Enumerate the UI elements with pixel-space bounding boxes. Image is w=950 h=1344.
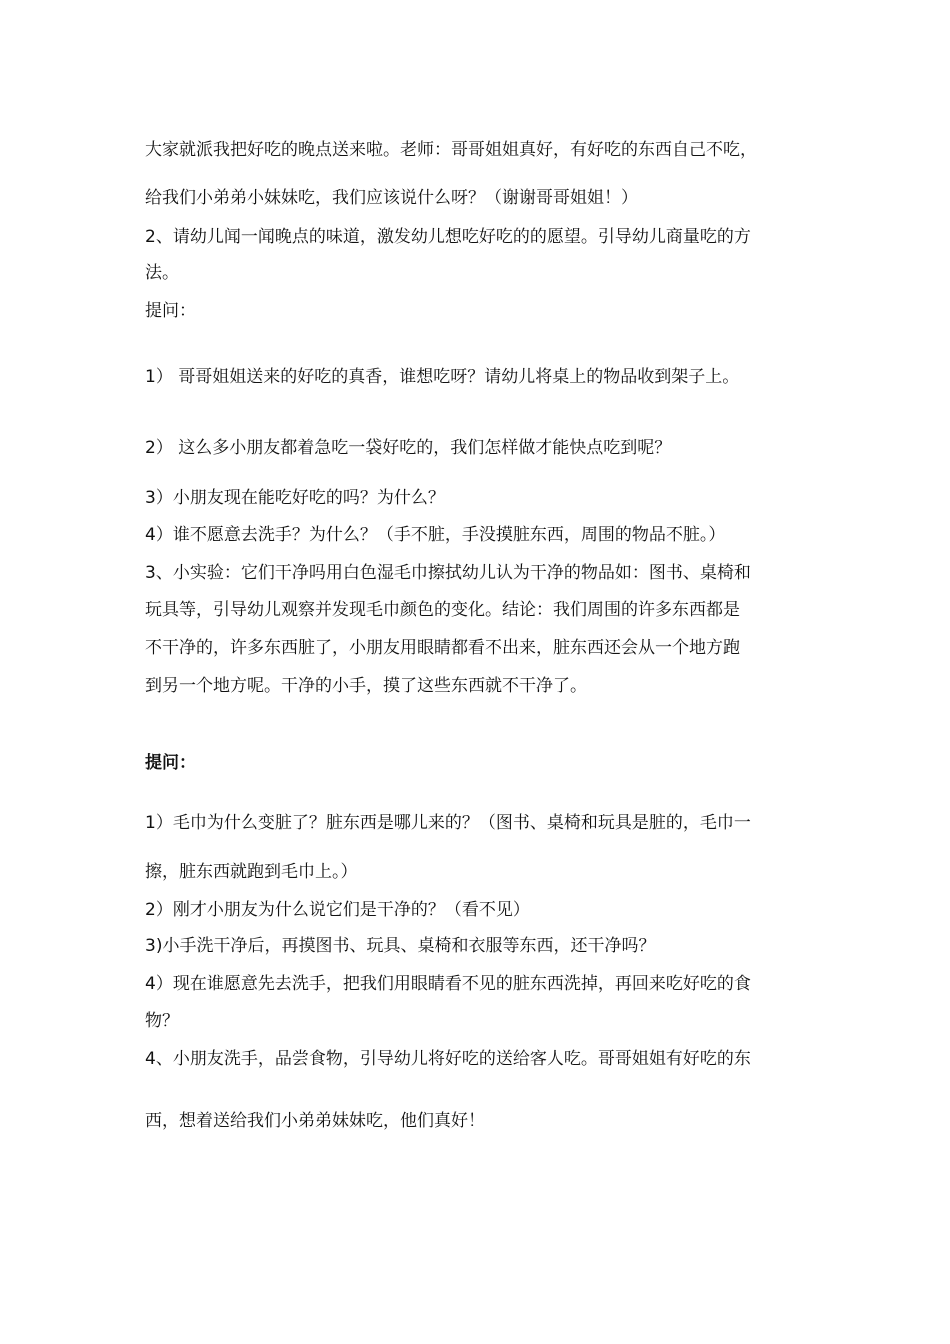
paragraph-line: 2、请幼儿闻一闻晚点的味道，激发幼儿想吃好吃的的愿望。引导幼儿商量吃的方 [145,227,751,247]
paragraph-line: 西，想着送给我们小弟弟妹妹吃，他们真好！ [145,1111,485,1131]
paragraph-line: 法。 [145,263,179,283]
paragraph-line: 不干净的，许多东西脏了，小朋友用眼睛都看不出来，脏东西还会从一个地方跑 [145,638,740,658]
paragraph-line: 到另一个地方呢。干净的小手，摸了这些东西就不干净了。 [145,676,587,696]
list-item: 4）谁不愿意去洗手？为什么？（手不脏，手没摸脏东西，周围的物品不脏。） [145,525,726,545]
list-item: 2） 这么多小朋友都着急吃一袋好吃的，我们怎样做才能快点吃到呢？ [145,438,672,458]
list-item: 3）小朋友现在能吃好吃的吗？为什么？ [145,488,445,508]
list-item: 2）刚才小朋友为什么说它们是干净的？（看不见） [145,900,530,920]
list-item: 1）毛巾为什么变脏了？脏东西是哪儿来的？（图书、桌椅和玩具是脏的，毛巾一 [145,813,751,833]
paragraph-line: 大家就派我把好吃的晚点送来啦。老师：哥哥姐姐真好，有好吃的东西自己不吃， [145,140,757,160]
section-heading: 提问： [145,301,196,321]
list-item-continuation: 物？ [145,1011,179,1031]
list-item-continuation: 擦，脏东西就跑到毛巾上。） [145,862,358,882]
list-item: 4）现在谁愿意先去洗手，把我们用眼睛看不见的脏东西洗掉，再回来吃好吃的食 [145,974,751,994]
list-item: 3)小手洗干净后，再摸图书、玩具、桌椅和衣服等东西，还干净吗？ [145,936,656,956]
section-heading: 提问： [145,753,196,773]
paragraph-line: 4、小朋友洗手，品尝食物，引导幼儿将好吃的送给客人吃。哥哥姐姐有好吃的东 [145,1049,751,1069]
paragraph-line: 给我们小弟弟小妹妹吃，我们应该说什么呀？（谢谢哥哥姐姐！） [145,188,638,208]
paragraph-line: 玩具等，引导幼儿观察并发现毛巾颜色的变化。结论：我们周围的许多东西都是 [145,600,740,620]
paragraph-line: 3、小实验：它们干净吗用白色湿毛巾擦拭幼儿认为干净的物品如：图书、桌椅和 [145,563,751,583]
list-item: 1） 哥哥姐姐送来的好吃的真香，谁想吃呀？请幼儿将桌上的物品收到架子上。 [145,367,740,387]
